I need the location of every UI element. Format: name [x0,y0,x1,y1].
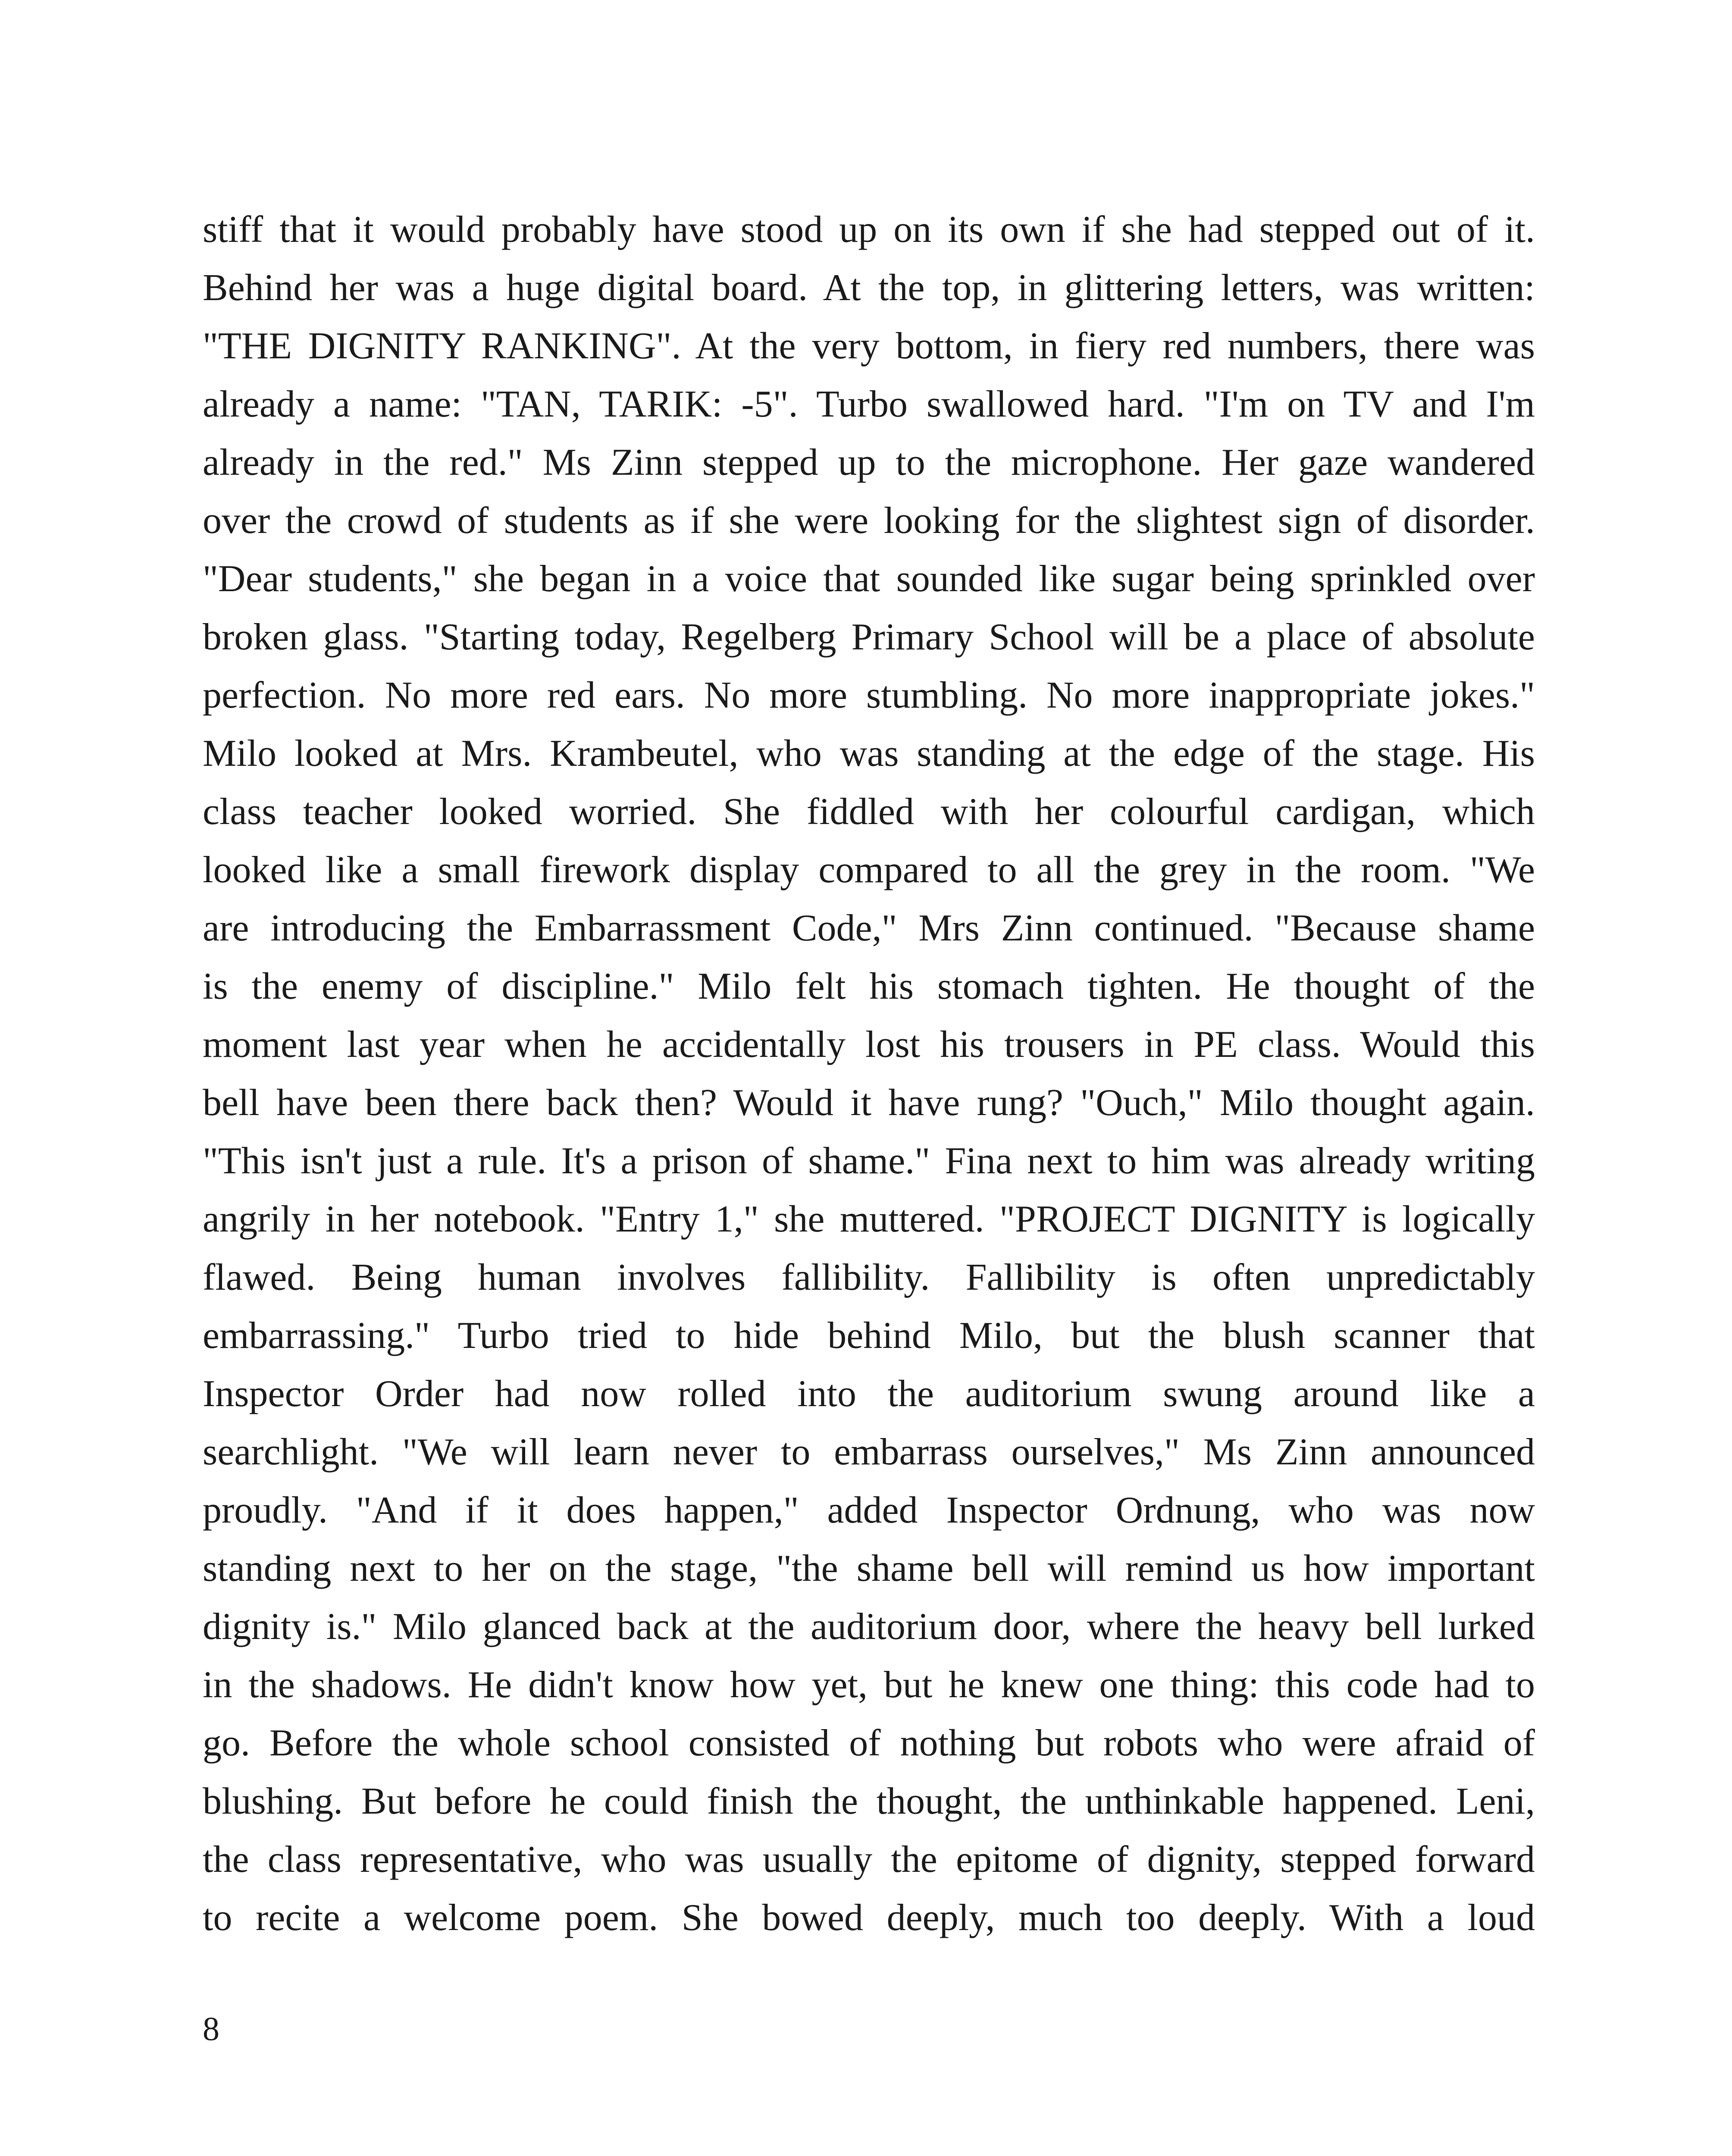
text-line: moment last year when he accidentally lost his trousers in PE class. Would this [203,1024,1535,1065]
text-line: Behind her was a huge digital board. At the top, in glittering letters, was written: [203,267,1535,309]
text-line: dignity is." Milo glanced back at the auditorium door, where the heavy bell lurked [203,1606,1535,1648]
text-line: "This isn't just a rule. It's a prison of shame." Fina next to him was already writing [203,1140,1535,1182]
body-text [203,201,1535,1947]
text-line: blushing. But before he could finish the thought, the unthinkable happened. Leni, [203,1780,1535,1822]
text-line: to recite a welcome poem. She bowed deeply, much too deeply. With a loud [203,1897,1535,1939]
text-line: Inspector Order had now rolled into the auditorium swung around like a [203,1373,1535,1415]
text-line: the class representative, who was usually the epitome of dignity, stepped forward [203,1839,1535,1880]
text-line: standing next to her on the stage, "the shame bell will remind us how important [203,1548,1535,1589]
page-number: 8 [203,2010,219,2047]
text-line: embarrassing." Turbo tried to hide behind Milo, but the blush scanner that [203,1315,1535,1357]
text-line: broken glass. "Starting today, Regelberg Primary School will be a place of absolute [203,616,1535,658]
text-line: go. Before the whole school consisted of nothing but robots who were afraid of [203,1722,1535,1764]
text-line: perfection. No more red ears. No more stumbling. No more inappropriate jokes." [203,674,1535,716]
text-line: already in the red." Ms Zinn stepped up to the microphone. Her gaze wandered [203,442,1535,483]
text-line: searchlight. "We will learn never to embarrass ourselves," Ms Zinn announced [203,1431,1535,1473]
text-line: class teacher looked worried. She fiddled with her colourful cardigan, which [203,791,1535,833]
text-line: flawed. Being human involves fallibility. Fallibility is often unpredictably [203,1257,1535,1298]
text-line: is the enemy of discipline." Milo felt his stomach tighten. He thought of the [203,965,1535,1007]
text-line: are introducing the Embarrassment Code," Mrs Zinn continued. "Because shame [203,907,1535,949]
text-line: proudly. "And if it does happen," added Inspector Ordnung, who was now [203,1489,1535,1531]
text-line: Milo looked at Mrs. Krambeutel, who was standing at the edge of the stage. His [203,733,1535,774]
text-line: "THE DIGNITY RANKING". At the very bottom, in fiery red numbers, there was [203,325,1535,367]
text-line: angrily in her notebook. "Entry 1," she muttered. "PROJECT DIGNITY is logically [203,1198,1535,1240]
text-line: over the crowd of students as if she were looking for the slightest sign of disorder. [203,500,1535,542]
text-line: bell have been there back then? Would it have rung? "Ouch," Milo thought again. [203,1082,1535,1124]
text-line: already a name: "TAN, TARIK: -5". Turbo swallowed hard. "I'm on TV and I'm [203,383,1535,425]
text-line: stiff that it would probably have stood up on its own if she had stepped out of it. [203,209,1535,251]
text-line: in the shadows. He didn't know how yet, but he knew one thing: this code had to [203,1664,1535,1706]
text-line: looked like a small firework display compared to all the grey in the room. "We [203,849,1535,891]
text-line: "Dear students," she began in a voice that sounded like sugar being sprinkled over [203,558,1535,600]
